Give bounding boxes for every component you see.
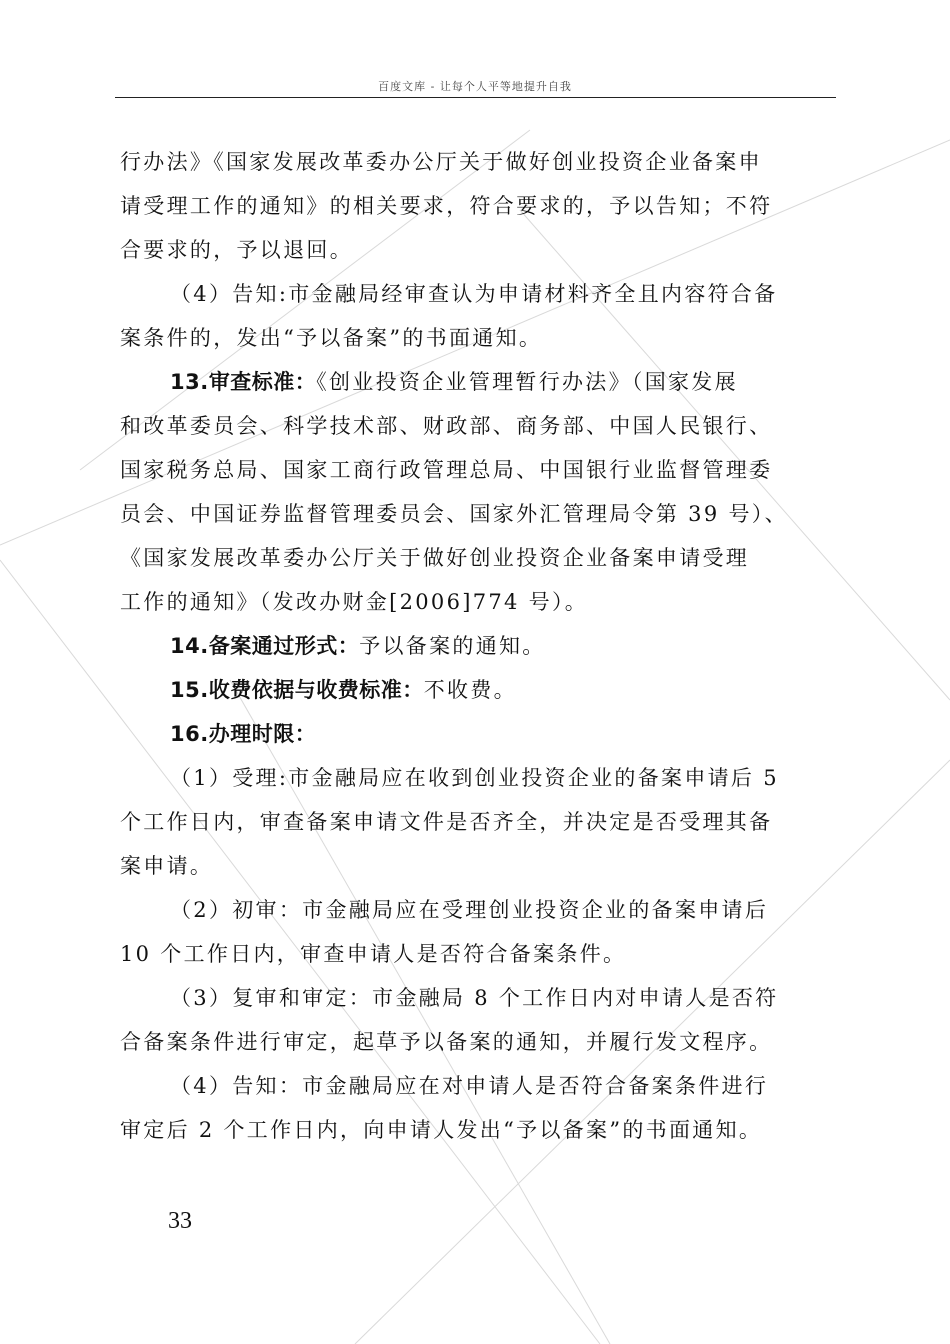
paragraph-line: （1）受理:市金融局应在收到创业投资企业的备案申请后 5 <box>170 766 779 790</box>
paragraph-line: 个工作日内，审查备案申请文件是否齐全，并决定是否受理其备 <box>120 810 773 834</box>
paragraph-line: 和改革委员会、科学技术部、财政部、商务部、中国人民银行、 <box>120 414 773 438</box>
document-body <box>120 140 832 1152</box>
paragraph-line: 行办法》《国家发展改革委办公厅关于做好创业投资企业备案申 <box>120 150 762 174</box>
section-13-text: 《创业投资企业管理暂行办法》（国家发展 <box>316 370 738 394</box>
section-15-text: 不收费。 <box>423 678 517 702</box>
section-15-heading: 15.收费依据与收费标准： <box>170 678 424 702</box>
header-rule <box>115 97 836 98</box>
paragraph-line: 合备案条件进行审定，起草予以备案的通知，并履行发文程序。 <box>120 1030 773 1054</box>
page-number: 33 <box>168 1208 192 1234</box>
paragraph-line: （2）初审：市金融局应在受理创业投资企业的备案申请后 <box>170 898 769 922</box>
section-13-heading: 13.审查标准： <box>170 370 317 394</box>
section-14-heading: 14.备案通过形式： <box>170 634 360 658</box>
paragraph-line: 案申请。 <box>120 854 214 878</box>
paragraph-line: 国家税务总局、国家工商行政管理总局、中国银行业监督管理委 <box>120 458 773 482</box>
paragraph-line: 《国家发展改革委办公厅关于做好创业投资企业备案申请受理 <box>120 546 750 570</box>
section-16-line <box>120 712 832 756</box>
paragraph-line: 请受理工作的通知》的相关要求，符合要求的，予以告知；不符 <box>120 194 773 218</box>
section-14-text: 予以备案的通知。 <box>359 634 546 658</box>
paragraph-line: 案条件的，发出“予以备案”的书面通知。 <box>120 326 543 350</box>
section-15-line <box>120 668 832 712</box>
section-13-line <box>120 360 832 404</box>
paragraph-line: 合要求的，予以退回。 <box>120 238 353 262</box>
section-14-line <box>120 624 832 668</box>
paragraph-line: 10 个工作日内，审查申请人是否符合备案条件。 <box>120 942 627 966</box>
paragraph-line: （4）告知:市金融局经审查认为申请材料齐全且内容符合备 <box>170 282 778 306</box>
page-header: 百度文库 - 让每个人平等地提升自我 <box>378 80 572 93</box>
paragraph-line: 审定后 2 个工作日内，向申请人发出“予以备案”的书面通知。 <box>120 1118 763 1142</box>
paragraph-line: （4）告知：市金融局应在对申请人是否符合备案条件进行 <box>170 1074 769 1098</box>
section-16-heading: 16.办理时限： <box>170 722 317 746</box>
paragraph-line: 员会、中国证券监督管理委员会、国家外汇管理局令第 39 号）、 <box>120 502 788 526</box>
paragraph-line: （3）复审和审定：市金融局 8 个工作日内对申请人是否符 <box>170 986 779 1010</box>
paragraph-line: 工作的通知》（发改办财金[2006]774 号）。 <box>120 590 589 614</box>
